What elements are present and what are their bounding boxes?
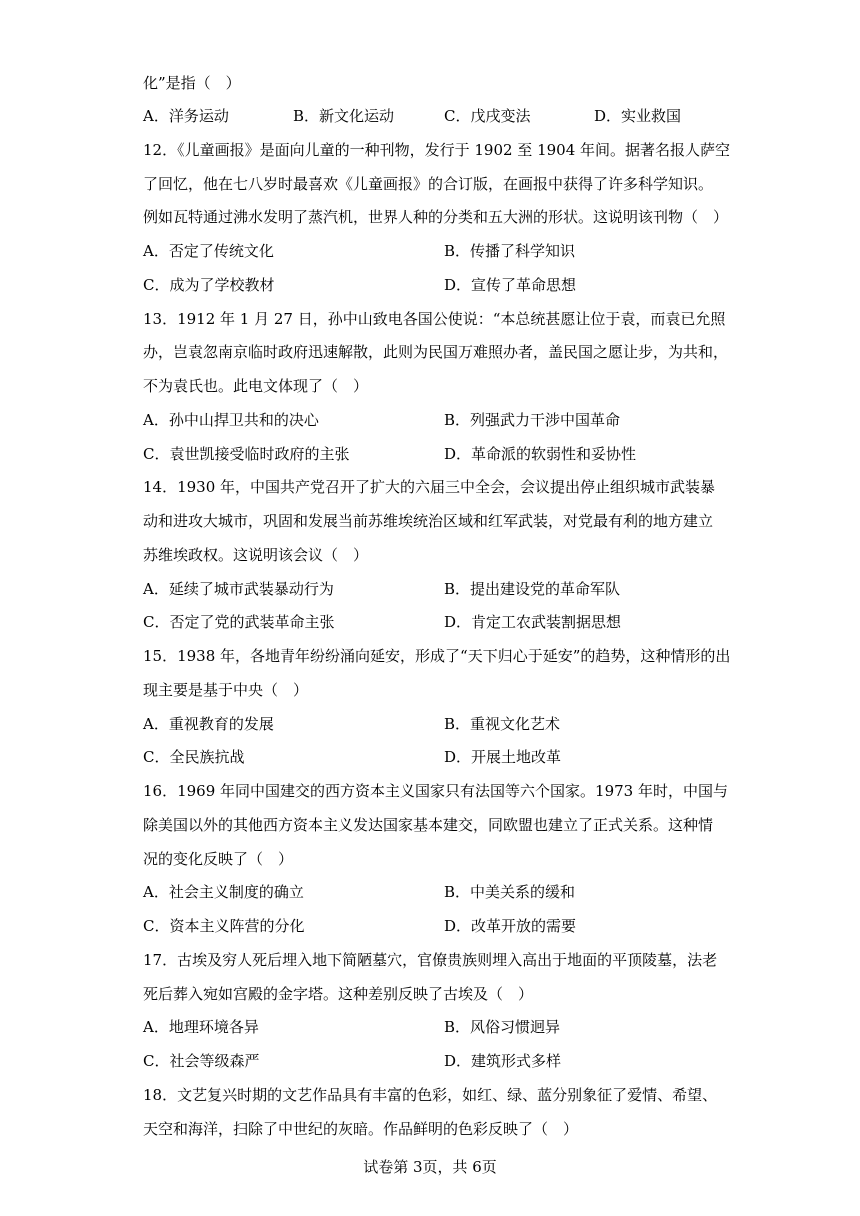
q12-option-a: A．否定了传统文化: [143, 242, 274, 260]
q16-stem-line: 16．1969 年同中国建交的西方资本主义国家只有法国等六个国家。1973 年时，中国与: [143, 782, 728, 800]
q18-stem-line: 天空和海洋，扫除了中世纪的灰暗。作品鲜明的色彩反映了（ ）: [143, 1120, 579, 1138]
q17-stem-line: 17．古埃及穷人死后埋入地下简陋墓穴，官僚贵族则埋入高出于地面的平顶陵墓，法老: [143, 951, 718, 969]
q13-option-c: C．袁世凯接受临时政府的主张: [143, 445, 350, 463]
q15-option-d: D．开展土地改革: [444, 748, 562, 766]
q14-stem-line: 14．1930 年，中国共产党召开了扩大的六届三中全会，会议提出停止组织城市武装暴: [143, 478, 716, 496]
q16-option-c: C．资本主义阵营的分化: [143, 917, 305, 935]
q14-stem-line: 动和进攻大城市，巩固和发展当前苏维埃统治区域和红军武装，对党最有利的地方建立: [143, 512, 714, 530]
q15-option-c: C．全民族抗战: [143, 748, 245, 766]
q12-option-d: D．宣传了革命思想: [444, 276, 577, 294]
q12-stem-line: 12．《儿童画报》是面向儿童的一种刊物，发行于 1902 至 1904 年间。据著名报人萨空: [143, 141, 731, 159]
q18-stem-line: 18．文艺复兴时期的文艺作品具有丰富的色彩，如红、绿、蓝分别象征了爱情、希望、: [143, 1086, 718, 1104]
q11-option-b: B．新文化运动: [293, 107, 395, 125]
q12-stem-line: 例如瓦特通过沸水发明了蒸汽机，世界人种的分类和五大洲的形状。这说明该刊物（ ）: [143, 208, 729, 226]
q14-option-d: D．肯定工农武装割据思想: [444, 613, 622, 631]
q14-option-b: B．提出建设党的革命军队: [444, 580, 621, 598]
q11-option-d: D．实业救国: [594, 107, 682, 125]
q15-option-a: A．重视教育的发展: [143, 715, 274, 733]
q17-option-c: C．社会等级森严: [143, 1052, 260, 1070]
q17-stem-line: 死后葬入宛如宫殿的金字塔。这种差别反映了古埃及（ ）: [143, 985, 534, 1003]
q16-option-a: A．社会主义制度的确立: [143, 883, 304, 901]
q12-option-b: B．传播了科学知识: [444, 242, 576, 260]
q14-stem-line: 苏维埃政权。这说明该会议（ ）: [143, 546, 369, 564]
q13-option-a: A．孙中山捍卫共和的决心: [143, 411, 319, 429]
q16-option-d: D．改革开放的需要: [444, 917, 577, 935]
q13-option-d: D．革命派的软弱性和妥协性: [444, 445, 637, 463]
q12-option-c: C．成为了学校教材: [143, 276, 275, 294]
q11-option-a: A．洋务运动: [143, 107, 229, 125]
q12-stem-line: 了回忆，他在七八岁时最喜欢《儿童画报》的合订版，在画报中获得了许多科学知识。: [143, 175, 714, 193]
q13-stem-line: 不为袁氏也。此电文体现了（ ）: [143, 377, 369, 395]
q17-option-d: D．建筑形式多样: [444, 1052, 562, 1070]
q15-stem-line: 现主要是基于中央（ ）: [143, 681, 309, 699]
q14-option-a: A．延续了城市武装暴动行为: [143, 580, 334, 598]
q16-stem-line: 况的变化反映了（ ）: [143, 850, 294, 868]
q13-option-b: B．列强武力干涉中国革命: [444, 411, 621, 429]
q17-option-b: B．风俗习惯迥异: [444, 1018, 561, 1036]
q14-option-c: C．否定了党的武装革命主张: [143, 613, 335, 631]
q13-stem-line: 13．1912 年 1 月 27 日，孙中山致电各国公使说：“本总统甚愿让位于袁，而袁已允照: [143, 310, 726, 328]
q16-stem-line: 除美国以外的其他西方资本主义发达国家基本建交，同欧盟也建立了正式关系。这种情: [143, 816, 714, 834]
q11-option-c: C．戊戌变法: [444, 107, 531, 125]
q17-option-a: A．地理环境各异: [143, 1018, 259, 1036]
q11-stem-tail: 化”是指（ ）: [143, 74, 241, 92]
q15-option-b: B．重视文化艺术: [444, 715, 561, 733]
q15-stem-line: 15．1938 年，各地青年纷纷涌向延安，形成了“天下归心于延安”的趋势，这种情形的出: [143, 647, 731, 665]
page-footer: 试卷第 3页，共 6页: [363, 1158, 497, 1176]
q13-stem-line: 办，岂袁忽南京临时政府迅速解散，此则为民国万难照办者，盖民国之愿让步，为共和，: [143, 343, 729, 361]
q16-option-b: B．中美关系的缓和: [444, 883, 576, 901]
